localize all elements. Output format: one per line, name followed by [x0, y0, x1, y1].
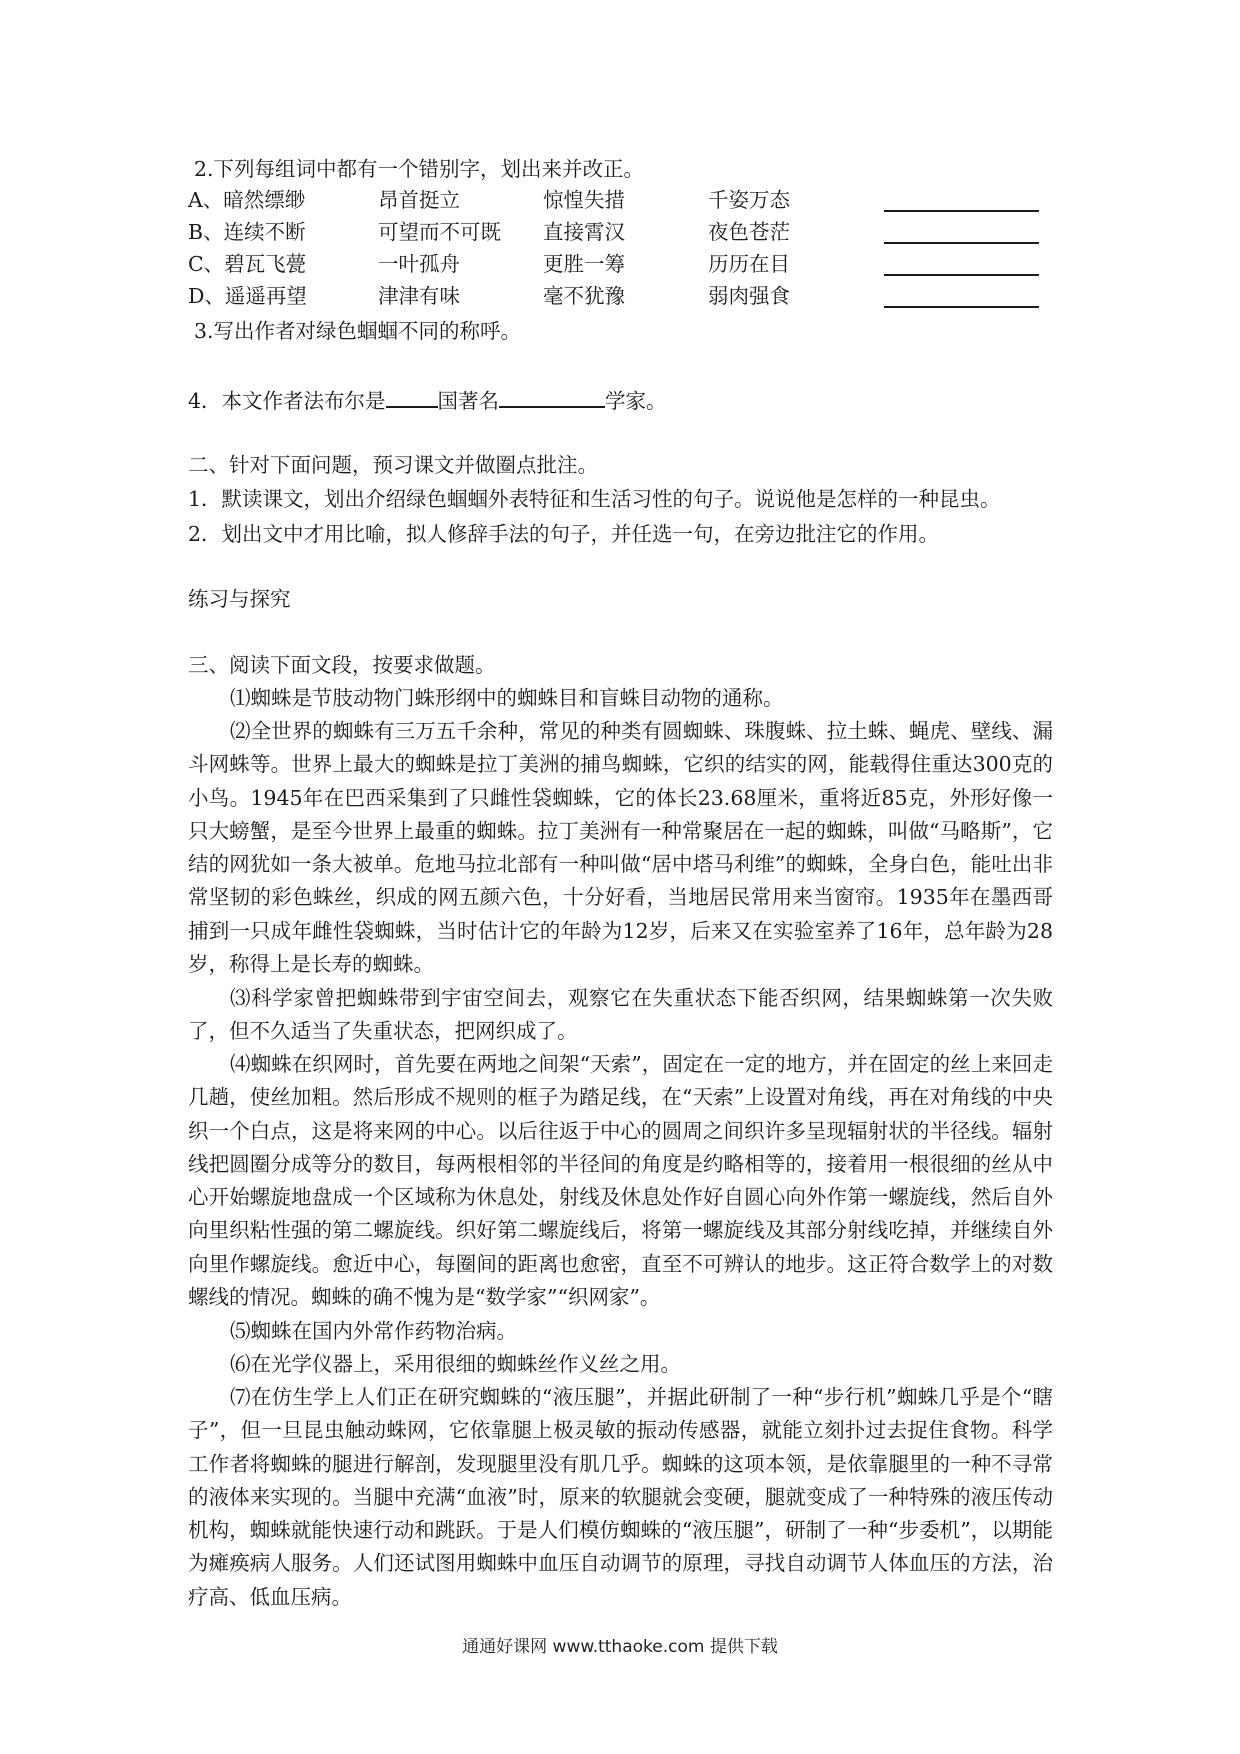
section-3-heading: 三、阅读下面文段，按要求做题。 [188, 653, 496, 677]
page-footer: 通通好课网 www.tthaoke.com 提供下载 [462, 1637, 778, 1657]
practice-heading: 练习与探究 [188, 587, 291, 611]
word-cell: 昂首挺立 [378, 188, 460, 212]
word-cell: 直接霄汉 [543, 220, 625, 244]
question-3-prompt: 3.写出作者对绿色蝈蝈不同的称呼。 [194, 319, 522, 343]
word-cell: D、遥遥再望 [188, 284, 307, 308]
question-4-text-1: 4．本文作者法布尔是 [188, 389, 386, 413]
passage-paragraph-7: ⑺在仿生学上人们正在研究蜘蛛的“液压腿”，并据此研制了一种“步行机”蜘蛛几乎是个“瞎子”，但一旦昆虫触动蛛网，它依靠腿上极灵敏的振动传感器，就能立刻扑过去捉住食物。科学工作者将蜘蛛的腿进行解剖，发现腿里没有肌几乎。蜘蛛的这项本领，是依靠腿里的一种不寻常的液体来实现的。当腿中充满“血液”时，原来的软腿就会变硬，腿就变成了一种特殊的液压传动机构，蜘蛛就能快速行动和跳跃。于是人们模仿蜘蛛的“液压腿”，研制了一种“步委机”，以期能为瘫痪病人服务。人们还试图用蜘蛛中血压自动调节的原理，寻找自动调节人体血压的方法，治疗高、低血压病。 [188, 1385, 1053, 1609]
section-2-heading: 二、针对下面问题，预习课文并做圈点批注。 [188, 453, 598, 477]
passage-paragraph-4: ⑷蜘蛛在织网时，首先要在两地之间架“天索”，固定在一定的地方，并在固定的丝上来回走几趟，使丝加粗。然后形成不规则的框子为踏足线，在“天索”上设置对角线，再在对角线的中央织一个白点，这是将来网的中心。以后往返于中心的圆周之间织许多呈现辐射状的半径线。辐射线把圆圈分成等分的数目，每两根相邻的半径间的角度是约略相等的，接着用一根很细的丝从中心开始螺旋地盘成一个区域称为休息处，射线及休息处作好自圆心向外作第一螺旋线，然后自外向里织粘性强的第二螺旋线。织好第二螺旋线后，将第一螺旋线及其部分射线吃掉，并继续自外向里作螺旋线。愈近中心，每圈间的距离也愈密，直至不可辨认的地步。这正符合数学上的对数螺线的情况。蜘蛛的确不愧为是“数学家”“织网家”。 [188, 1052, 1053, 1310]
answer-blank-line [884, 210, 1039, 212]
word-cell: 毫不犹豫 [543, 284, 625, 308]
word-cell: 更胜一筹 [543, 252, 625, 276]
word-cell: 千姿万态 [708, 188, 790, 212]
section-2-item-2: 2．划出文中才用比喻，拟人修辞手法的句子，并任选一句，在旁边批注它的作用。 [188, 522, 940, 546]
word-cell: A、暗然缥缈 [188, 188, 306, 212]
word-cell: 夜色苍茫 [708, 220, 790, 244]
word-cell: C、碧瓦飞甍 [188, 252, 307, 276]
passage-paragraph-5: ⑸蜘蛛在国内外常作药物治病。 [230, 1319, 517, 1343]
word-cell: 历历在目 [708, 252, 790, 276]
question-4 [188, 386, 667, 414]
word-cell: 弱肉强食 [708, 284, 790, 308]
answer-blank-line [884, 242, 1039, 244]
passage-paragraph-2: ⑵全世界的蜘蛛有三万五千余种，常见的种类有圆蜘蛛、珠腹蛛、拉土蛛、蝇虎、壁线、漏斗网蛛等。世界上最大的蜘蛛是拉丁美洲的捕鸟蜘蛛，它织的结实的网，能载得住重达300克的小鸟。1945年在巴西采集到了只雌性袋蜘蛛，它的体长23.68厘米，重将近85克，外形好像一只大螃蟹，是至今世界上最重的蜘蛛。拉丁美洲有一种常聚居在一起的蜘蛛，叫做“马略斯”，它结的网犹如一条大被单。危地马拉北部有一种叫做“居中塔马利维”的蜘蛛，全身白色，能吐出非常坚韧的彩色蛛丝，织成的网五颜六色，十分好看，当地居民常用来当窗帘。1935年在墨西哥捕到一只成年雌性袋蜘蛛，当时估计它的年龄为12岁，后来又在实验室养了16年，总年龄为28岁，称得上是长寿的蜘蛛。 [188, 719, 1053, 977]
word-cell: 一叶孤舟 [378, 252, 460, 276]
passage-paragraph-6: ⑹在光学仪器上，采用很细的蜘蛛丝作义丝之用。 [230, 1352, 681, 1376]
answer-blank-line [884, 306, 1039, 308]
answer-blank-field[interactable] [499, 386, 605, 408]
question-2-prompt: 2.下列每组词中都有一个错别字，划出来并改正。 [194, 157, 645, 181]
passage-paragraph-3: ⑶科学家曾把蜘蛛带到宇宙空间去，观察它在失重状态下能否织网，结果蜘蛛第一次失败了，但不久适当了失重状态，把网织成了。 [188, 986, 1053, 1044]
word-cell: B、连续不断 [188, 220, 306, 244]
word-cell: 惊惶失措 [543, 188, 625, 212]
question-4-text-2: 国著名 [437, 389, 500, 413]
section-2-item-1: 1．默读课文，划出介绍绿色蝈蝈外表特征和生活习性的句子。说说他是怎样的一种昆虫。 [188, 487, 1001, 511]
answer-blank-country[interactable] [386, 386, 438, 408]
word-cell: 可望而不可既 [378, 220, 501, 244]
word-cell: 津津有味 [378, 284, 460, 308]
answer-blank-line [884, 274, 1039, 276]
passage-paragraph-1: ⑴蜘蛛是节肢动物门蛛形纲中的蜘蛛目和盲蛛目动物的通称。 [230, 686, 784, 710]
question-4-text-3: 学家。 [605, 389, 667, 413]
